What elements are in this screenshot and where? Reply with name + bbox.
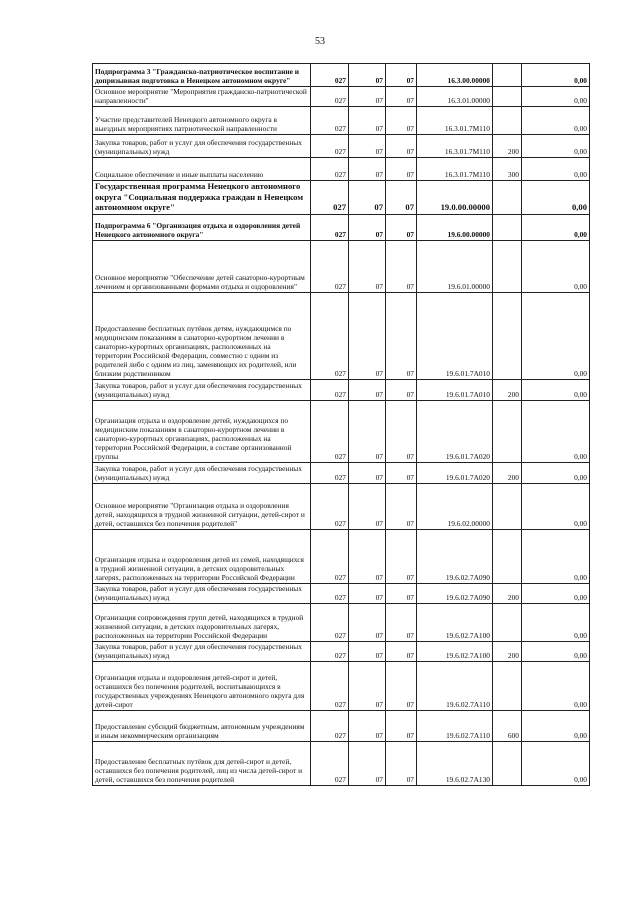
- row-name: Организация сопровождения групп детей, находящихся в трудной жизненной ситуации, в детских оздоровительных лагерях, расположенных на территории Российской Федерации: [93, 603, 311, 641]
- row-admin-code: 027: [311, 483, 349, 529]
- row-amount: 0,00: [522, 87, 590, 107]
- row-section: 07: [349, 214, 386, 240]
- row-amount: 0,00: [522, 603, 590, 641]
- row-section: 07: [349, 64, 386, 87]
- row-expense-type: 200: [493, 135, 522, 158]
- row-subsection: 07: [386, 483, 417, 529]
- row-expense-type: [493, 107, 522, 135]
- row-section: 07: [349, 462, 386, 483]
- row-expense-type: [493, 292, 522, 379]
- row-section: 07: [349, 135, 386, 158]
- row-article-code: 19.6.01.7А010: [417, 292, 493, 379]
- row-amount: 0,00: [522, 64, 590, 87]
- row-admin-code: 027: [311, 292, 349, 379]
- table-row: [93, 400, 590, 462]
- row-subsection: 07: [386, 603, 417, 641]
- page-number: 53: [315, 36, 325, 47]
- row-amount: 0,00: [522, 710, 590, 741]
- row-name: Закупка товаров, работ и услуг для обеспечения государственных (муниципальных) нужд: [93, 135, 311, 158]
- row-admin-code: 027: [311, 135, 349, 158]
- row-article-code: 16.3.01.00000: [417, 87, 493, 107]
- table-row: [93, 529, 590, 583]
- row-section: 07: [349, 292, 386, 379]
- row-admin-code: 027: [311, 710, 349, 741]
- row-article-code: 19.6.02.7А100: [417, 641, 493, 661]
- row-expense-type: 600: [493, 710, 522, 741]
- row-admin-code: 027: [311, 107, 349, 135]
- row-subsection: 07: [386, 214, 417, 240]
- row-subsection: 07: [386, 741, 417, 785]
- row-article-code: 16.3.01.7М110: [417, 135, 493, 158]
- row-article-code: 19.6.02.7А090: [417, 529, 493, 583]
- row-subsection: 07: [386, 379, 417, 400]
- row-section: 07: [349, 107, 386, 135]
- row-section: 07: [349, 240, 386, 292]
- row-expense-type: [493, 214, 522, 240]
- row-amount: 0,00: [522, 529, 590, 583]
- row-subsection: 07: [386, 641, 417, 661]
- row-name: Закупка товаров, работ и услуг для обеспечения государственных (муниципальных) нужд: [93, 379, 311, 400]
- row-article-code: 19.6.02.00000: [417, 483, 493, 529]
- row-name: Участие представителей Ненецкого автономного округа в выездных мероприятиях патриотической направленности: [93, 107, 311, 135]
- row-amount: 0,00: [522, 240, 590, 292]
- row-article-code: 19.0.00.00000: [417, 181, 493, 215]
- table-row: [93, 181, 590, 215]
- row-subsection: 07: [386, 181, 417, 215]
- row-expense-type: [493, 661, 522, 710]
- table-row: [93, 158, 590, 181]
- row-admin-code: 027: [311, 214, 349, 240]
- row-article-code: 19.6.00.00000: [417, 214, 493, 240]
- row-admin-code: 027: [311, 400, 349, 462]
- row-section: 07: [349, 661, 386, 710]
- row-subsection: 07: [386, 400, 417, 462]
- row-section: 07: [349, 641, 386, 661]
- row-subsection: 07: [386, 158, 417, 181]
- row-expense-type: 200: [493, 583, 522, 603]
- row-section: 07: [349, 710, 386, 741]
- row-expense-type: 200: [493, 641, 522, 661]
- row-admin-code: 027: [311, 529, 349, 583]
- row-amount: 0,00: [522, 641, 590, 661]
- row-subsection: 07: [386, 135, 417, 158]
- row-name: Закупка товаров, работ и услуг для обеспечения государственных (муниципальных) нужд: [93, 641, 311, 661]
- row-expense-type: [493, 240, 522, 292]
- row-expense-type: 200: [493, 379, 522, 400]
- row-name: Закупка товаров, работ и услуг для обеспечения государственных (муниципальных) нужд: [93, 583, 311, 603]
- row-admin-code: 027: [311, 603, 349, 641]
- table-row: [93, 462, 590, 483]
- row-amount: 0,00: [522, 583, 590, 603]
- table-row: [93, 64, 590, 87]
- row-name: Подпрограмма 3 "Гражданско-патриотическое воспитание и допризывная подготовка в Ненецком автономном округе": [93, 64, 311, 87]
- row-admin-code: 027: [311, 181, 349, 215]
- row-section: 07: [349, 158, 386, 181]
- row-subsection: 07: [386, 710, 417, 741]
- table-row: [93, 741, 590, 785]
- row-amount: 0,00: [522, 741, 590, 785]
- row-subsection: 07: [386, 107, 417, 135]
- table-row: [93, 87, 590, 107]
- row-admin-code: 027: [311, 87, 349, 107]
- row-article-code: 19.6.01.7А010: [417, 379, 493, 400]
- row-expense-type: [493, 400, 522, 462]
- row-amount: 0,00: [522, 661, 590, 710]
- row-article-code: 19.6.02.7А130: [417, 741, 493, 785]
- row-expense-type: [493, 64, 522, 87]
- row-article-code: 19.6.02.7А110: [417, 661, 493, 710]
- row-admin-code: 027: [311, 240, 349, 292]
- table-row: [93, 135, 590, 158]
- row-section: 07: [349, 181, 386, 215]
- row-name: Закупка товаров, работ и услуг для обеспечения государственных (муниципальных) нужд: [93, 462, 311, 483]
- row-subsection: 07: [386, 87, 417, 107]
- row-amount: 0,00: [522, 135, 590, 158]
- row-section: 07: [349, 529, 386, 583]
- table-row: [93, 710, 590, 741]
- table-row: [93, 240, 590, 292]
- row-subsection: 07: [386, 583, 417, 603]
- row-name: Государственная программа Ненецкого автономного округа "Социальная поддержка граждан в Ненецком автономном округе": [93, 181, 311, 215]
- table-row: [93, 641, 590, 661]
- row-amount: 0,00: [522, 462, 590, 483]
- row-name: Предоставление бесплатных путёвок для детей-сирот и детей, оставшихся без попечения родителей, лиц из числа детей-сирот и детей, оставшихся без попечения родителей: [93, 741, 311, 785]
- table-row: [93, 661, 590, 710]
- row-admin-code: 027: [311, 158, 349, 181]
- row-amount: 0,00: [522, 181, 590, 215]
- table-row: [93, 583, 590, 603]
- row-article-code: 16.3.00.00000: [417, 64, 493, 87]
- row-amount: 0,00: [522, 107, 590, 135]
- row-admin-code: 027: [311, 583, 349, 603]
- row-article-code: 19.6.01.7А020: [417, 400, 493, 462]
- table-row: [93, 483, 590, 529]
- row-amount: 0,00: [522, 483, 590, 529]
- budget-table: [92, 63, 590, 786]
- row-amount: 0,00: [522, 379, 590, 400]
- row-name: Основное мероприятие "Организация отдыха и оздоровления детей, находящихся в трудной жизненной ситуации, детей-сирот и детей, оставшихся без попечения родителей": [93, 483, 311, 529]
- table-row: [93, 379, 590, 400]
- row-subsection: 07: [386, 64, 417, 87]
- table-row: [93, 107, 590, 135]
- row-name: Предоставление субсидий бюджетным, автономным учреждениям и иным некоммерческим организациям: [93, 710, 311, 741]
- table-row: [93, 292, 590, 379]
- row-subsection: 07: [386, 462, 417, 483]
- row-expense-type: [493, 181, 522, 215]
- table-row: [93, 214, 590, 240]
- row-admin-code: 027: [311, 64, 349, 87]
- row-admin-code: 027: [311, 462, 349, 483]
- row-section: 07: [349, 583, 386, 603]
- row-section: 07: [349, 483, 386, 529]
- row-subsection: 07: [386, 292, 417, 379]
- row-name: Подпрограмма 6 "Организация отдыха и оздоровления детей Ненецкого автономного округа": [93, 214, 311, 240]
- row-name: Организация отдыха и оздоровления детей-сирот и детей, оставшихся без попечения родителей, воспитывающихся в государственных учреждениях Ненецкого автономного округа для детей-сирот: [93, 661, 311, 710]
- row-amount: 0,00: [522, 292, 590, 379]
- row-section: 07: [349, 400, 386, 462]
- row-expense-type: [493, 603, 522, 641]
- table-row: [93, 603, 590, 641]
- row-admin-code: 027: [311, 661, 349, 710]
- row-subsection: 07: [386, 661, 417, 710]
- row-section: 07: [349, 87, 386, 107]
- row-admin-code: 027: [311, 641, 349, 661]
- row-subsection: 07: [386, 240, 417, 292]
- row-amount: 0,00: [522, 214, 590, 240]
- row-section: 07: [349, 741, 386, 785]
- row-subsection: 07: [386, 529, 417, 583]
- row-article-code: 19.6.02.7А100: [417, 603, 493, 641]
- row-article-code: 19.6.01.7А020: [417, 462, 493, 483]
- row-article-code: 19.6.02.7А110: [417, 710, 493, 741]
- row-name: Основное мероприятие "Обеспечение детей санаторно-курортным лечением и организованными формами отдыха и оздоровления": [93, 240, 311, 292]
- row-expense-type: 300: [493, 158, 522, 181]
- row-section: 07: [349, 603, 386, 641]
- row-expense-type: [493, 529, 522, 583]
- row-article-code: 16.3.01.7М110: [417, 107, 493, 135]
- row-name: Организация отдыха и оздоровления детей из семей, находящихся в трудной жизненной ситуации, в детских оздоровительных лагерях, расположенных на территории Российской Федерации: [93, 529, 311, 583]
- row-expense-type: [493, 87, 522, 107]
- row-section: 07: [349, 379, 386, 400]
- row-amount: 0,00: [522, 400, 590, 462]
- row-admin-code: 027: [311, 379, 349, 400]
- row-name: Предоставление бесплатных путёвок детям, нуждающимся по медицинским показаниям в санаторно-курортном лечении в санаторно-курортных организациях, расположенных на территории Российской Федерации, совместно с одним из родителей либо с одним из лиц, заменяющих их родителей, или близким родственником: [93, 292, 311, 379]
- row-amount: 0,00: [522, 158, 590, 181]
- row-expense-type: [493, 483, 522, 529]
- row-article-code: 19.6.02.7А090: [417, 583, 493, 603]
- row-expense-type: 200: [493, 462, 522, 483]
- row-name: Организация отдыха и оздоровление детей, нуждающихся по медицинским показаниям в санаторно-курортном лечении в санаторно-курортных организациях, расположенных на территории Российской Федерации, в составе организованной группы: [93, 400, 311, 462]
- row-article-code: 16.3.01.7М110: [417, 158, 493, 181]
- row-name: Основное мероприятие "Мероприятия гражданско-патриотической направленности": [93, 87, 311, 107]
- row-admin-code: 027: [311, 741, 349, 785]
- row-name: Социальное обеспечение и иные выплаты населению: [93, 158, 311, 181]
- row-expense-type: [493, 741, 522, 785]
- row-article-code: 19.6.01.00000: [417, 240, 493, 292]
